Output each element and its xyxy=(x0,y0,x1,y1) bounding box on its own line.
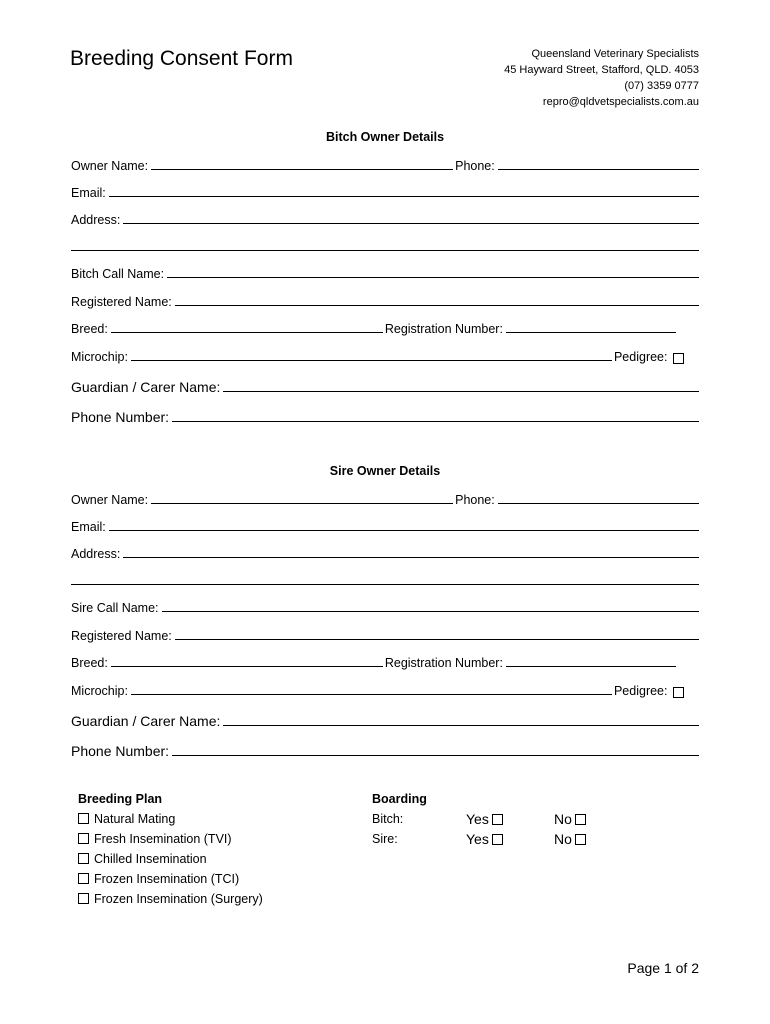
clinic-phone: (07) 3359 0777 xyxy=(624,80,699,92)
boarding-no-option[interactable] xyxy=(554,809,614,829)
bitch-email-row xyxy=(71,182,699,200)
yes-label: Yes xyxy=(466,811,489,827)
sire-email-field[interactable] xyxy=(109,530,699,531)
sire-pedigree-checkbox[interactable] xyxy=(673,687,684,698)
option-label: Chilled Insemination xyxy=(94,852,207,866)
boarding-heading: Boarding xyxy=(372,792,427,806)
yes-label: Yes xyxy=(466,831,489,847)
option-label: Natural Mating xyxy=(94,812,176,826)
bitch-guardian-field[interactable] xyxy=(223,391,699,392)
owner-name-label: Owner Name: xyxy=(71,493,149,507)
sire-address-field-2[interactable] xyxy=(71,584,699,585)
bitch-address-row-2 xyxy=(71,236,699,254)
phone-label: Phone: xyxy=(455,159,495,173)
guardian-label: Guardian / Carer Name: xyxy=(71,379,221,395)
sire-breed-row xyxy=(71,652,699,670)
call-name-label: Bitch Call Name: xyxy=(71,267,165,281)
breed-label: Breed: xyxy=(71,656,108,670)
natural-mating-checkbox[interactable] xyxy=(78,813,89,824)
bitch-microchip-field[interactable] xyxy=(131,360,612,361)
breeding-option[interactable] xyxy=(78,849,263,869)
page-number: Page 1 of 2 xyxy=(627,960,699,976)
owner-name-label: Owner Name: xyxy=(71,159,149,173)
sire-boarding-no-checkbox[interactable] xyxy=(575,834,586,845)
bitch-microchip-row xyxy=(71,346,699,364)
boarding-yes-option[interactable] xyxy=(466,809,554,829)
email-label: Email: xyxy=(71,186,106,200)
bitch-pedigree-checkbox[interactable] xyxy=(673,353,684,364)
option-label: Fresh Insemination (TVI) xyxy=(94,832,232,846)
option-label: Frozen Insemination (TCI) xyxy=(94,872,240,886)
bitch-phone-number-field[interactable] xyxy=(172,421,699,422)
bitch-email-field[interactable] xyxy=(109,196,699,197)
sire-microchip-field[interactable] xyxy=(131,694,612,695)
sire-address-row xyxy=(71,543,699,561)
boarding-row-sire xyxy=(372,829,614,849)
sire-email-row xyxy=(71,516,699,534)
bitch-address-field-2[interactable] xyxy=(71,250,699,251)
boarding-section xyxy=(372,789,614,849)
registered-name-label: Registered Name: xyxy=(71,295,172,309)
sire-registered-name-row xyxy=(71,625,699,643)
sire-guardian-row xyxy=(71,709,699,729)
bitch-boarding-no-checkbox[interactable] xyxy=(575,814,586,825)
microchip-label: Microchip: xyxy=(71,350,128,364)
frozen-insemination-tci-checkbox[interactable] xyxy=(78,873,89,884)
sire-owner-heading: Sire Owner Details xyxy=(329,464,441,478)
sire-phone-field[interactable] xyxy=(498,503,699,504)
clinic-email: repro@qldvetspecialists.com.au xyxy=(542,96,699,108)
guardian-label: Guardian / Carer Name: xyxy=(71,713,221,729)
sire-phone-number-field[interactable] xyxy=(172,755,699,756)
bitch-guardian-row xyxy=(71,375,699,395)
sire-guardian-field[interactable] xyxy=(223,725,699,726)
bitch-registered-name-row xyxy=(71,291,699,309)
clinic-contact xyxy=(504,46,699,110)
option-label: Frozen Insemination (Surgery) xyxy=(94,892,263,906)
sire-phone-number-row xyxy=(71,739,699,759)
bitch-call-name-field[interactable] xyxy=(167,277,699,278)
breeding-option[interactable] xyxy=(78,869,263,889)
breeding-option[interactable] xyxy=(78,829,263,849)
phone-number-label: Phone Number: xyxy=(71,743,170,759)
email-label: Email: xyxy=(71,520,106,534)
sire-owner-name-field[interactable] xyxy=(151,503,453,504)
frozen-insemination-surgery-checkbox[interactable] xyxy=(78,893,89,904)
sire-microchip-row xyxy=(71,680,699,698)
no-label: No xyxy=(554,831,572,847)
registration-number-label: Registration Number: xyxy=(384,322,503,336)
bitch-breed-field[interactable] xyxy=(111,332,383,333)
sire-call-name-field[interactable] xyxy=(162,611,699,612)
phone-label: Phone: xyxy=(455,493,495,507)
boarding-label: Sire: xyxy=(372,832,398,846)
sire-call-name-row xyxy=(71,597,699,615)
bitch-phone-field[interactable] xyxy=(498,169,699,170)
sire-address-field[interactable] xyxy=(123,557,699,558)
bitch-owner-name-row xyxy=(71,155,699,173)
call-name-label: Sire Call Name: xyxy=(71,601,159,615)
address-label: Address: xyxy=(71,213,121,227)
sire-registration-number-field[interactable] xyxy=(506,666,676,667)
address-label: Address: xyxy=(71,547,121,561)
clinic-address: 45 Hayward Street, Stafford, QLD. 4053 xyxy=(504,64,699,76)
sire-breed-field[interactable] xyxy=(111,666,383,667)
registration-number-label: Registration Number: xyxy=(384,656,503,670)
breeding-plan-section xyxy=(78,789,263,909)
pedigree-label: Pedigree: xyxy=(613,684,668,698)
form-title: Breeding Consent Form xyxy=(70,47,293,70)
bitch-phone-number-row xyxy=(71,405,699,425)
fresh-insemination-checkbox[interactable] xyxy=(78,833,89,844)
breeding-plan-heading: Breeding Plan xyxy=(78,792,163,806)
phone-number-label: Phone Number: xyxy=(71,409,170,425)
sire-owner-name-row xyxy=(71,489,699,507)
breeding-option[interactable] xyxy=(78,809,263,829)
bitch-registration-number-field[interactable] xyxy=(506,332,676,333)
boarding-label: Bitch: xyxy=(372,812,404,826)
sire-address-row-2 xyxy=(71,570,699,588)
bitch-call-name-row xyxy=(71,263,699,281)
bitch-breed-row xyxy=(71,318,699,336)
microchip-label: Microchip: xyxy=(71,684,128,698)
chilled-insemination-checkbox[interactable] xyxy=(78,853,89,864)
sire-registered-name-field[interactable] xyxy=(175,639,699,640)
pedigree-label: Pedigree: xyxy=(613,350,668,364)
breeding-option[interactable] xyxy=(78,889,263,909)
boarding-yes-option[interactable] xyxy=(466,829,554,849)
sire-boarding-yes-checkbox[interactable] xyxy=(492,834,503,845)
registered-name-label: Registered Name: xyxy=(71,629,172,643)
boarding-row-bitch xyxy=(372,809,614,829)
bitch-address-row xyxy=(71,209,699,227)
bitch-address-field[interactable] xyxy=(123,223,699,224)
bitch-boarding-yes-checkbox[interactable] xyxy=(492,814,503,825)
bitch-registered-name-field[interactable] xyxy=(175,305,699,306)
no-label: No xyxy=(554,811,572,827)
breed-label: Breed: xyxy=(71,322,108,336)
boarding-no-option[interactable] xyxy=(554,829,614,849)
bitch-owner-name-field[interactable] xyxy=(151,169,453,170)
clinic-name: Queensland Veterinary Specialists xyxy=(531,48,699,60)
bitch-owner-heading: Bitch Owner Details xyxy=(325,130,445,144)
